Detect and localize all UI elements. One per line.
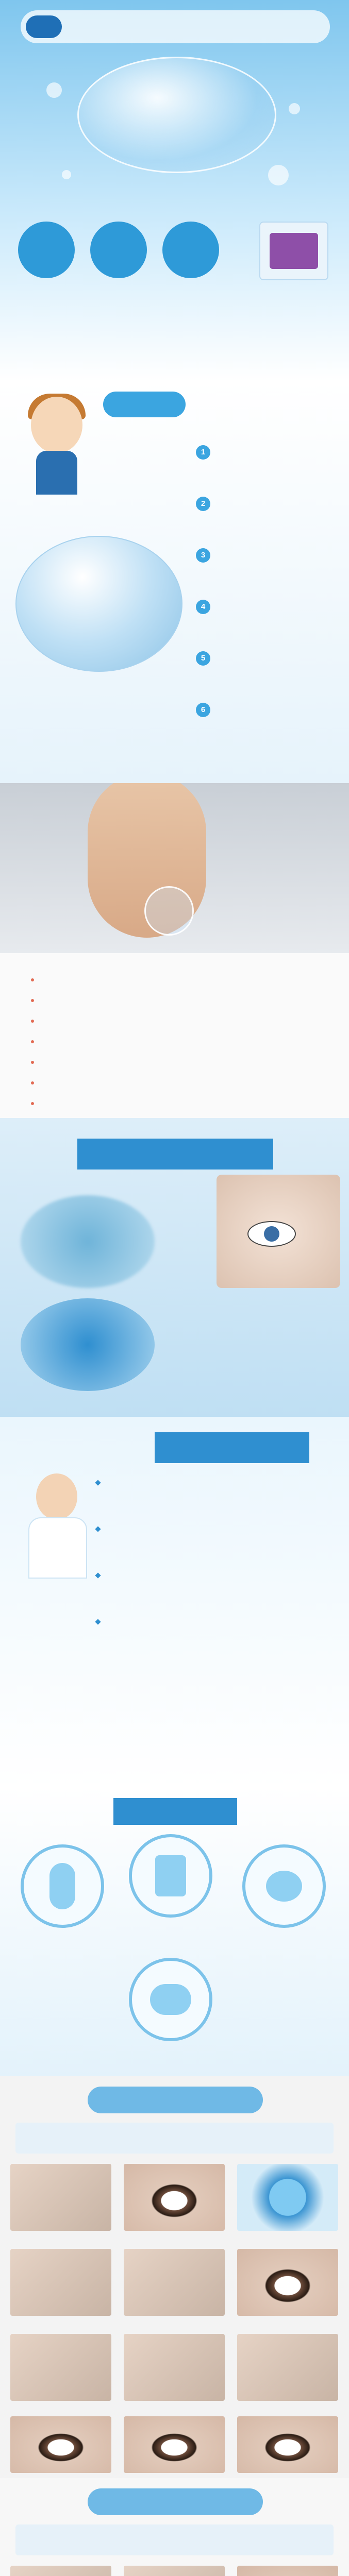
product-box-icon bbox=[270, 233, 318, 269]
hero-section bbox=[0, 0, 349, 381]
population-section bbox=[0, 1788, 349, 2076]
doctor-face-icon bbox=[36, 1473, 77, 1520]
lab-coat-icon bbox=[28, 1517, 87, 1579]
face-closeup-photo bbox=[217, 1175, 340, 1288]
child-icon bbox=[49, 1863, 75, 1909]
bubble-icon bbox=[46, 82, 62, 98]
comparison-section bbox=[0, 1118, 349, 1417]
fitting-photo bbox=[237, 2416, 338, 2473]
photo-caption bbox=[10, 2318, 111, 2329]
photo-caption bbox=[124, 2403, 225, 2414]
clinical-quote bbox=[103, 1479, 330, 1515]
item-text bbox=[215, 497, 334, 522]
list-item bbox=[31, 994, 320, 1008]
brand-header bbox=[21, 10, 330, 43]
bullet-icon bbox=[31, 978, 34, 981]
shirt-icon bbox=[36, 451, 77, 495]
item-text bbox=[215, 445, 334, 471]
clinical-quote bbox=[103, 1571, 330, 1607]
brand-logo-icon bbox=[26, 15, 62, 38]
feature-clarity bbox=[88, 222, 149, 294]
lens-icon bbox=[150, 1984, 191, 2015]
wearing-section bbox=[0, 2478, 349, 2576]
item-number: 5 bbox=[196, 651, 210, 666]
diamond-bullet-icon bbox=[95, 1619, 101, 1624]
wearing-heading bbox=[88, 2488, 263, 2515]
eye-icon bbox=[247, 1221, 296, 1247]
feature-label bbox=[88, 283, 149, 294]
list-item bbox=[31, 1077, 320, 1090]
advantage-item bbox=[196, 495, 335, 526]
wearing-note bbox=[15, 2524, 334, 2555]
photo-caption bbox=[10, 2233, 111, 2244]
advantage-item bbox=[196, 649, 335, 680]
group-circle bbox=[129, 1958, 212, 2041]
item-text bbox=[215, 600, 334, 625]
document-icon bbox=[155, 1855, 186, 1896]
fitting-photo bbox=[10, 2164, 111, 2231]
before-label bbox=[170, 1234, 232, 1247]
list-item bbox=[31, 1015, 320, 1028]
item-number: 6 bbox=[196, 703, 210, 717]
face-icon bbox=[31, 397, 82, 453]
fitting-photo bbox=[10, 2416, 111, 2473]
group-label bbox=[242, 1932, 320, 1953]
fitting-photo bbox=[124, 2164, 225, 2231]
bubble-icon bbox=[268, 165, 289, 185]
item-text bbox=[215, 548, 334, 574]
photo-caption bbox=[237, 2403, 338, 2414]
fitting-photo bbox=[124, 2416, 225, 2473]
photo-caption bbox=[124, 2467, 225, 2477]
fitting-photo bbox=[124, 2249, 225, 2316]
item-number: 3 bbox=[196, 548, 210, 563]
item-number: 4 bbox=[196, 600, 210, 614]
product-package bbox=[259, 222, 328, 280]
boy-illustration bbox=[21, 397, 93, 495]
bullet-icon bbox=[31, 1061, 34, 1064]
list-item bbox=[31, 1056, 320, 1070]
clinical-paragraph bbox=[77, 1669, 330, 1710]
clinical-heading bbox=[155, 1432, 309, 1463]
advantage-item bbox=[196, 443, 335, 474]
item-text bbox=[215, 651, 334, 677]
fitting-note bbox=[15, 2123, 334, 2154]
photo-caption bbox=[237, 2318, 338, 2329]
diamond-bullet-icon bbox=[95, 1526, 101, 1532]
clinical-paragraph bbox=[77, 1721, 330, 1762]
clinical-quote bbox=[103, 1618, 330, 1654]
feature-comfort bbox=[160, 222, 222, 294]
features-list-section bbox=[0, 953, 349, 1118]
lens-icon bbox=[144, 886, 194, 936]
fitting-photo bbox=[237, 2164, 338, 2231]
group-label bbox=[129, 2045, 206, 2066]
wearing-photo bbox=[10, 2566, 111, 2576]
lens-closeup-icon bbox=[15, 536, 182, 672]
feature-custom bbox=[15, 222, 77, 294]
advantages-heading bbox=[103, 392, 186, 417]
photo-caption bbox=[124, 2233, 225, 2244]
group-label bbox=[21, 1932, 98, 1953]
comfort-icon bbox=[162, 222, 219, 278]
wearing-photo bbox=[124, 2566, 225, 2576]
advantage-item bbox=[196, 546, 335, 577]
bullet-icon bbox=[31, 1040, 34, 1043]
clinical-quote bbox=[103, 1525, 330, 1561]
blurry-view-photo bbox=[21, 1195, 155, 1288]
list-item bbox=[31, 1036, 320, 1049]
advantages-section bbox=[0, 381, 349, 783]
bullet-icon bbox=[31, 999, 34, 1002]
advantage-item bbox=[196, 598, 335, 629]
lens-illustration-icon bbox=[77, 57, 276, 173]
eye-icon bbox=[266, 1871, 302, 1902]
after-label bbox=[170, 1337, 232, 1350]
bullet-icon bbox=[31, 1102, 34, 1105]
photo-caption bbox=[124, 2318, 225, 2329]
fitting-photo bbox=[10, 2334, 111, 2401]
photo-caption bbox=[237, 2467, 338, 2477]
clarity-icon bbox=[90, 222, 147, 278]
fitting-photo bbox=[237, 2249, 338, 2316]
group-circle bbox=[242, 1844, 326, 1928]
item-number: 2 bbox=[196, 497, 210, 511]
group-label bbox=[129, 1922, 206, 1942]
fitting-photo bbox=[237, 2334, 338, 2401]
photo-caption bbox=[237, 2233, 338, 2244]
wearing-photo bbox=[237, 2566, 338, 2576]
custom-fit-icon bbox=[18, 222, 75, 278]
fitting-heading bbox=[88, 2087, 263, 2113]
group-circle bbox=[129, 1834, 212, 1918]
bubble-icon bbox=[289, 103, 300, 114]
list-item bbox=[31, 1097, 320, 1111]
advantage-item bbox=[196, 701, 335, 732]
item-number: 1 bbox=[196, 445, 210, 460]
comparison-heading bbox=[77, 1139, 273, 1170]
doctor-illustration bbox=[21, 1473, 93, 1577]
diamond-bullet-icon bbox=[95, 1480, 101, 1485]
feature-label bbox=[15, 283, 77, 294]
fitting-photo bbox=[124, 2334, 225, 2401]
bullet-icon bbox=[31, 1020, 34, 1023]
diamond-bullet-icon bbox=[95, 1572, 101, 1578]
population-heading bbox=[113, 1798, 237, 1825]
fitting-section bbox=[0, 2076, 349, 2478]
bullet-icon bbox=[31, 1081, 34, 1084]
list-item bbox=[31, 974, 320, 987]
lens-on-finger-photo bbox=[0, 783, 349, 953]
clear-view-photo bbox=[21, 1298, 155, 1391]
item-text bbox=[215, 703, 334, 728]
clinical-section bbox=[0, 1417, 349, 1788]
group-circle bbox=[21, 1844, 104, 1928]
bubble-icon bbox=[62, 170, 71, 179]
fitting-photo bbox=[10, 2249, 111, 2316]
photo-caption bbox=[10, 2467, 111, 2477]
feature-label bbox=[160, 283, 222, 294]
photo-caption bbox=[10, 2403, 111, 2414]
